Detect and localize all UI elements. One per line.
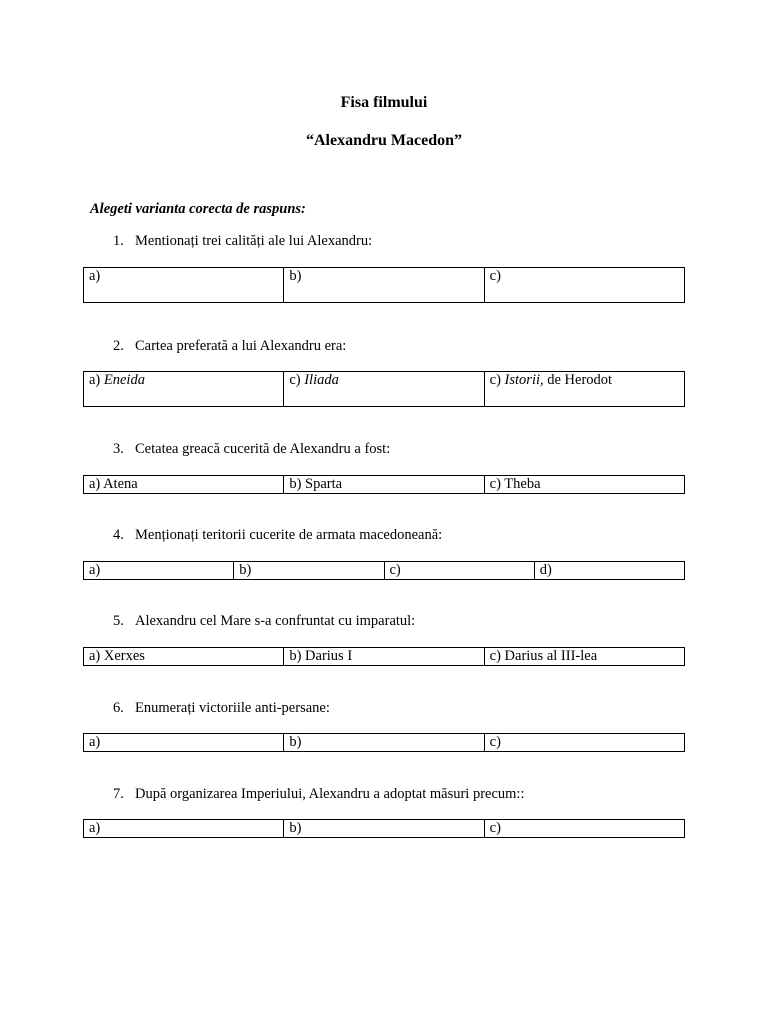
option-label: a) Atena: [89, 476, 138, 492]
option-text: de Herodot: [543, 372, 613, 388]
answer-row: [84, 268, 685, 303]
option-label: b): [239, 562, 252, 578]
option-label: a): [89, 268, 101, 284]
answer-option-d[interactable]: [534, 562, 684, 580]
option-label: a) Xerxes: [89, 648, 145, 664]
answer-option-c[interactable]: [484, 734, 684, 752]
answer-table-7: [83, 819, 685, 838]
answer-option-a[interactable]: [84, 734, 284, 752]
answer-option-c[interactable]: [484, 820, 684, 838]
option-title-italic: Istorii,: [504, 372, 544, 388]
answer-option-a[interactable]: [84, 820, 284, 838]
answer-table-4: [83, 561, 685, 580]
answer-option-b[interactable]: [284, 648, 484, 666]
answer-option-c[interactable]: [484, 372, 684, 407]
film-title: “Alexandru Macedon”: [306, 132, 462, 149]
question-text: Alexandru cel Mare s-a confruntat cu imparatul:: [135, 613, 416, 629]
option-title-italic: Eneida: [103, 372, 145, 388]
option-label: c) Theba: [489, 476, 541, 492]
option-label: c): [489, 820, 501, 836]
question-text: Mentionați trei calități ale lui Alexandru:: [135, 233, 373, 249]
option-label: c): [389, 562, 401, 578]
answer-row: [84, 820, 685, 838]
answer-row: [84, 648, 685, 666]
answer-option-c[interactable]: [484, 476, 684, 494]
answer-option-a[interactable]: [84, 268, 284, 303]
answer-row: [84, 734, 685, 752]
option-label: a): [89, 372, 104, 388]
question-text: Menționați teritorii cucerite de armata macedoneană:: [135, 527, 443, 543]
question-3: [113, 441, 390, 458]
option-label: d): [539, 562, 552, 578]
option-label: a): [89, 820, 101, 836]
document-title: Fisa filmului: [340, 94, 428, 111]
question-number: 2.: [113, 338, 124, 354]
option-label: c) Darius al III-lea: [489, 648, 598, 664]
answer-option-a[interactable]: [84, 476, 284, 494]
question-text: După organizarea Imperiului, Alexandru a adoptat măsuri precum::: [135, 786, 525, 802]
question-text: Cetatea greacă cucerită de Alexandru a fost:: [135, 441, 391, 457]
answer-option-b[interactable]: [284, 372, 484, 407]
option-title-italic: Iliada: [304, 372, 339, 388]
answer-option-b[interactable]: [284, 476, 484, 494]
question-number: 5.: [113, 613, 124, 629]
question-number: 1.: [113, 233, 124, 249]
option-label: b): [289, 734, 302, 750]
question-text: Cartea preferată a lui Alexandru era:: [135, 338, 347, 354]
question-text: Enumerați victoriile anti-persane:: [135, 700, 330, 716]
answer-table-5: [83, 647, 685, 666]
answer-option-a[interactable]: [84, 562, 234, 580]
question-number: 7.: [113, 786, 124, 802]
option-label: a): [89, 562, 101, 578]
question-number: 6.: [113, 700, 124, 716]
answer-option-b[interactable]: [284, 734, 484, 752]
answer-option-b[interactable]: [284, 268, 484, 303]
option-label: b) Sparta: [289, 476, 343, 492]
question-2: [113, 338, 346, 355]
question-5: [113, 613, 415, 630]
instruction-text: Alegeti varianta corecta de raspuns:: [90, 201, 306, 217]
question-number: 4.: [113, 527, 124, 543]
option-label: c): [489, 372, 505, 388]
question-number: 3.: [113, 441, 124, 457]
answer-option-a[interactable]: [84, 648, 284, 666]
answer-table-2: [83, 371, 685, 407]
answer-row: [84, 476, 685, 494]
answer-table-1: [83, 267, 685, 303]
option-label: a): [89, 734, 101, 750]
answer-option-b[interactable]: [284, 820, 484, 838]
question-1: [113, 233, 372, 250]
answer-row: [84, 562, 685, 580]
answer-table-6: [83, 733, 685, 752]
answer-row: [84, 372, 685, 407]
option-label: b) Darius I: [289, 648, 353, 664]
option-label: b): [289, 820, 302, 836]
option-label: c): [489, 268, 501, 284]
answer-table-3: [83, 475, 685, 494]
question-4: [113, 527, 442, 544]
answer-option-b[interactable]: [234, 562, 384, 580]
answer-option-c[interactable]: [484, 648, 684, 666]
question-6: [113, 700, 330, 717]
answer-option-c[interactable]: [384, 562, 534, 580]
option-label: c): [289, 372, 305, 388]
question-7: [113, 786, 524, 803]
answer-option-c[interactable]: [484, 268, 684, 303]
answer-option-a[interactable]: [84, 372, 284, 407]
option-label: b): [289, 268, 302, 284]
option-label: c): [489, 734, 501, 750]
